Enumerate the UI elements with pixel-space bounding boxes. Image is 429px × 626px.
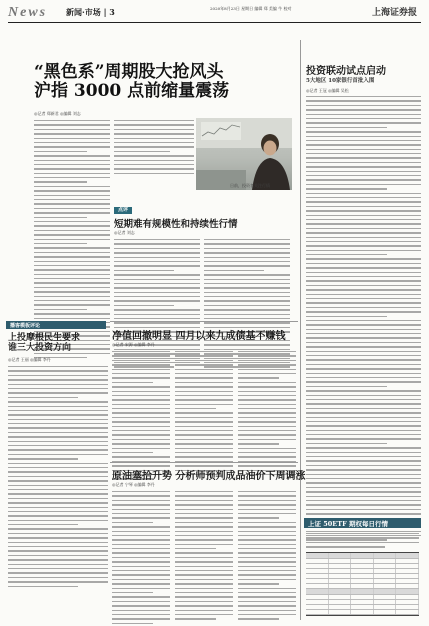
section-name: 新闻·市场 | 3 (66, 7, 115, 17)
trader-photo (196, 118, 292, 190)
photo-illustration (196, 118, 292, 190)
section-label: 新闻·市场 (66, 7, 101, 17)
bottom-body-col2 (175, 491, 233, 620)
etf-box-title: 上证 50ETF 期权每日行情 (308, 520, 388, 528)
photo-caption: 日前，投资者关注行情 (230, 183, 270, 188)
lead-byline: ◎记者 郑新君 ◎编辑 刘志 (34, 111, 81, 116)
etf-options-table (306, 552, 419, 616)
table-row (306, 610, 419, 615)
left-box-tag: 播客模板评论 (10, 323, 41, 329)
section-logo-news: News (8, 5, 48, 20)
left-box-title-line2: 谁三大投资方向 (8, 343, 72, 353)
mid-body-col3 (238, 351, 296, 475)
article2-col2 (204, 239, 290, 368)
bottom-body-col3 (238, 491, 296, 620)
right-top-subtitle: 5大地区 10家银行首批入围 (306, 78, 375, 84)
etf-box-intro (306, 533, 419, 548)
right-column-divider (300, 40, 301, 620)
article2-col1 (114, 239, 200, 368)
bottom-article-title: 原油塞拾升势 分析师预判成品油价下周调涨 (112, 471, 306, 482)
lead-body-col2 (114, 120, 194, 174)
bottom-article-byline: ◎记者 宁琴 ◎编辑 李丹 (112, 482, 155, 487)
lead-title-line1: “黑色系”周期股大抢风头 (34, 62, 224, 82)
article2-byline: ◎记者 刘志 (114, 230, 135, 235)
bottom-rule (110, 462, 298, 463)
right-top-title: 投资联动试点启动 (306, 66, 386, 77)
paper-name: 上海证券报 (372, 8, 418, 18)
right-top-body (306, 96, 421, 541)
mid-body-col2 (175, 351, 233, 475)
left-box-title-line1: 上投摩根民生要求 (8, 333, 81, 343)
left-box-byline: ◎记者 王丽 ◎编辑 李丹 (8, 357, 51, 362)
left-box-body (8, 366, 108, 587)
page-number: 3 (109, 7, 115, 17)
bottom-body-col1 (112, 491, 170, 624)
mid-rule (110, 321, 298, 322)
right-top-byline: ◎记者 王冠 ◎编辑 吴松 (306, 88, 349, 93)
mid-article-byline: ◎记者 宋源 ◎编辑 李丹 (112, 342, 155, 347)
comment-tag: 点评 (114, 207, 132, 214)
article2-title: 短期难有规模性和持续性行情 (114, 219, 238, 230)
lead-title-line2: 沪指 3000 点前缩量震荡 (34, 81, 230, 101)
header-rule (8, 22, 421, 23)
mid-article-title: 净值回撤明显 四月以来九成债基不赚钱 (112, 331, 286, 342)
mid-body-col1 (112, 351, 170, 480)
issue-info: 2020年8月23日 星期日 编辑 郑 美编 牛 校对 (210, 6, 292, 11)
